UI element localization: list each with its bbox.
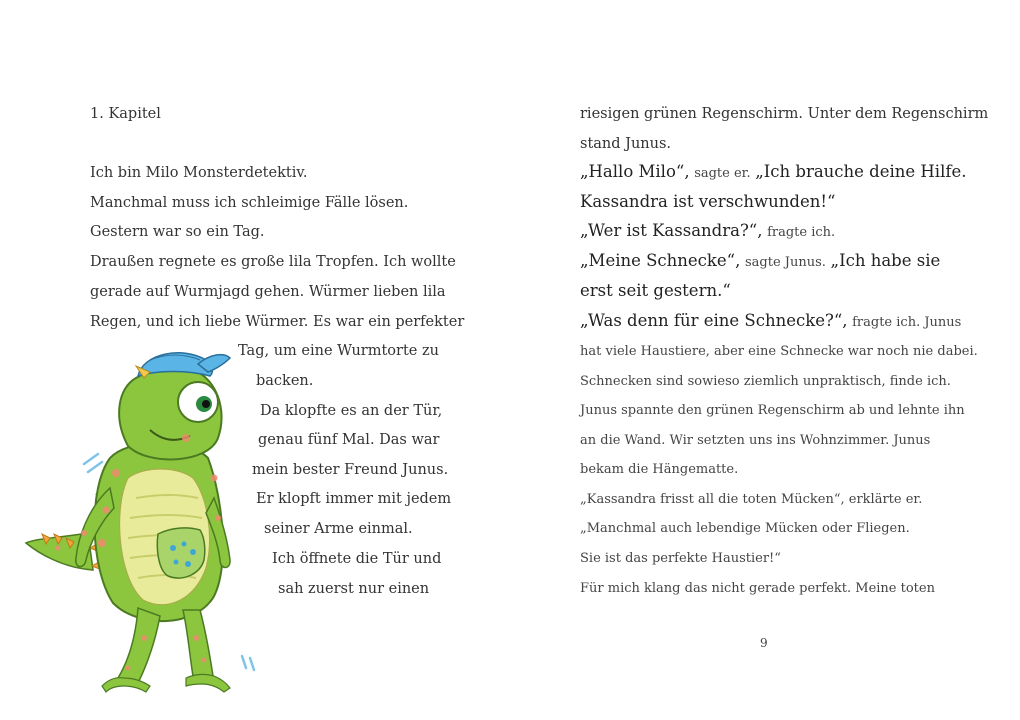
text-line: mein bester Freund Junus. — [252, 462, 449, 478]
dialogue-line — [580, 312, 961, 332]
text-line: Er klopft immer mit jedem — [256, 491, 452, 507]
text-line: „Kassandra frisst all die toten Mücken“, erklärte er. — [580, 492, 923, 507]
dialogue-line: erst seit gestern.“ — [580, 281, 731, 300]
speech: „Wer ist Kassandra?“, — [580, 221, 763, 240]
text-line: genau fünf Mal. Das war — [258, 432, 440, 448]
text-line: Manchmal muss ich schleimige Fälle lösen. — [90, 195, 409, 211]
page-number: 9 — [760, 636, 768, 650]
text-line: Schnecken sind sowieso ziemlich unpraktisch, finde ich. — [580, 374, 951, 389]
speech: „Hallo Milo“, — [580, 162, 690, 181]
text-line: „Manchmal auch lebendige Mücken oder Fliegen. — [580, 521, 910, 536]
dialogue-line: Kassandra ist verschwunden!“ — [580, 192, 836, 211]
monster-illustration — [18, 338, 268, 708]
speech-tag: sagte Junus. — [744, 255, 826, 270]
text-line: Tag, um eine Wurmtorte zu — [238, 343, 439, 359]
right-page — [510, 0, 1020, 720]
text-line: Gestern war so ein Tag. — [90, 224, 265, 240]
text-line: stand Junus. — [580, 136, 672, 152]
text-line: Draußen regnete es große lila Tropfen. Ich wollte — [90, 254, 456, 270]
text-line: Ich bin Milo Monsterdetektiv. — [90, 165, 308, 181]
monster-foot-right — [186, 674, 230, 692]
speech: „Meine Schnecke“, — [580, 251, 741, 270]
text-line: backen. — [256, 373, 314, 389]
text-line: sah zuerst nur einen — [278, 581, 430, 597]
text-line: seiner Arme einmal. — [264, 521, 413, 537]
text-line: Regen, und ich liebe Würmer. Es war ein perfekter — [90, 314, 465, 330]
speech-tag: fragte ich. Junus — [852, 315, 962, 330]
monster-foot-left — [102, 678, 150, 692]
speech-tag: fragte ich. — [767, 225, 836, 240]
text-line: bekam die Hängematte. — [580, 462, 739, 477]
speech: „Ich habe sie — [830, 251, 941, 270]
text-line: Da klopfte es an der Tür, — [260, 403, 443, 419]
text-line: riesigen grünen Regenschirm. Unter dem Regenschirm — [580, 106, 989, 122]
dialogue-line — [580, 252, 940, 272]
speech-tag: sagte er. — [694, 166, 751, 181]
text-line: Ich öffnete die Tür und — [272, 551, 442, 567]
text-line: Junus spannte den grünen Regenschirm ab und lehnte ihn — [580, 403, 965, 418]
text-line: hat viele Haustiere, aber eine Schnecke war noch nie dabei. — [580, 344, 978, 359]
pocket — [157, 528, 204, 578]
speech: „Ich brauche deine Hilfe. — [755, 162, 967, 181]
chapter-heading: 1. Kapitel — [90, 106, 161, 122]
text-line: Für mich klang das nicht gerade perfekt. Meine toten — [580, 581, 935, 596]
monster-leg-right — [183, 610, 213, 676]
text-line: gerade auf Wurmjagd gehen. Würmer lieben lila — [90, 284, 446, 300]
text-line: Sie ist das perfekte Haustier!“ — [580, 551, 781, 566]
monster-leg-left — [118, 608, 160, 683]
text-line: an die Wand. Wir setzten uns ins Wohnzimmer. Junus — [580, 433, 931, 448]
dialogue-line — [580, 222, 835, 242]
dialogue-line — [580, 163, 966, 183]
speech: „Was denn für eine Schnecke?“, — [580, 311, 848, 330]
